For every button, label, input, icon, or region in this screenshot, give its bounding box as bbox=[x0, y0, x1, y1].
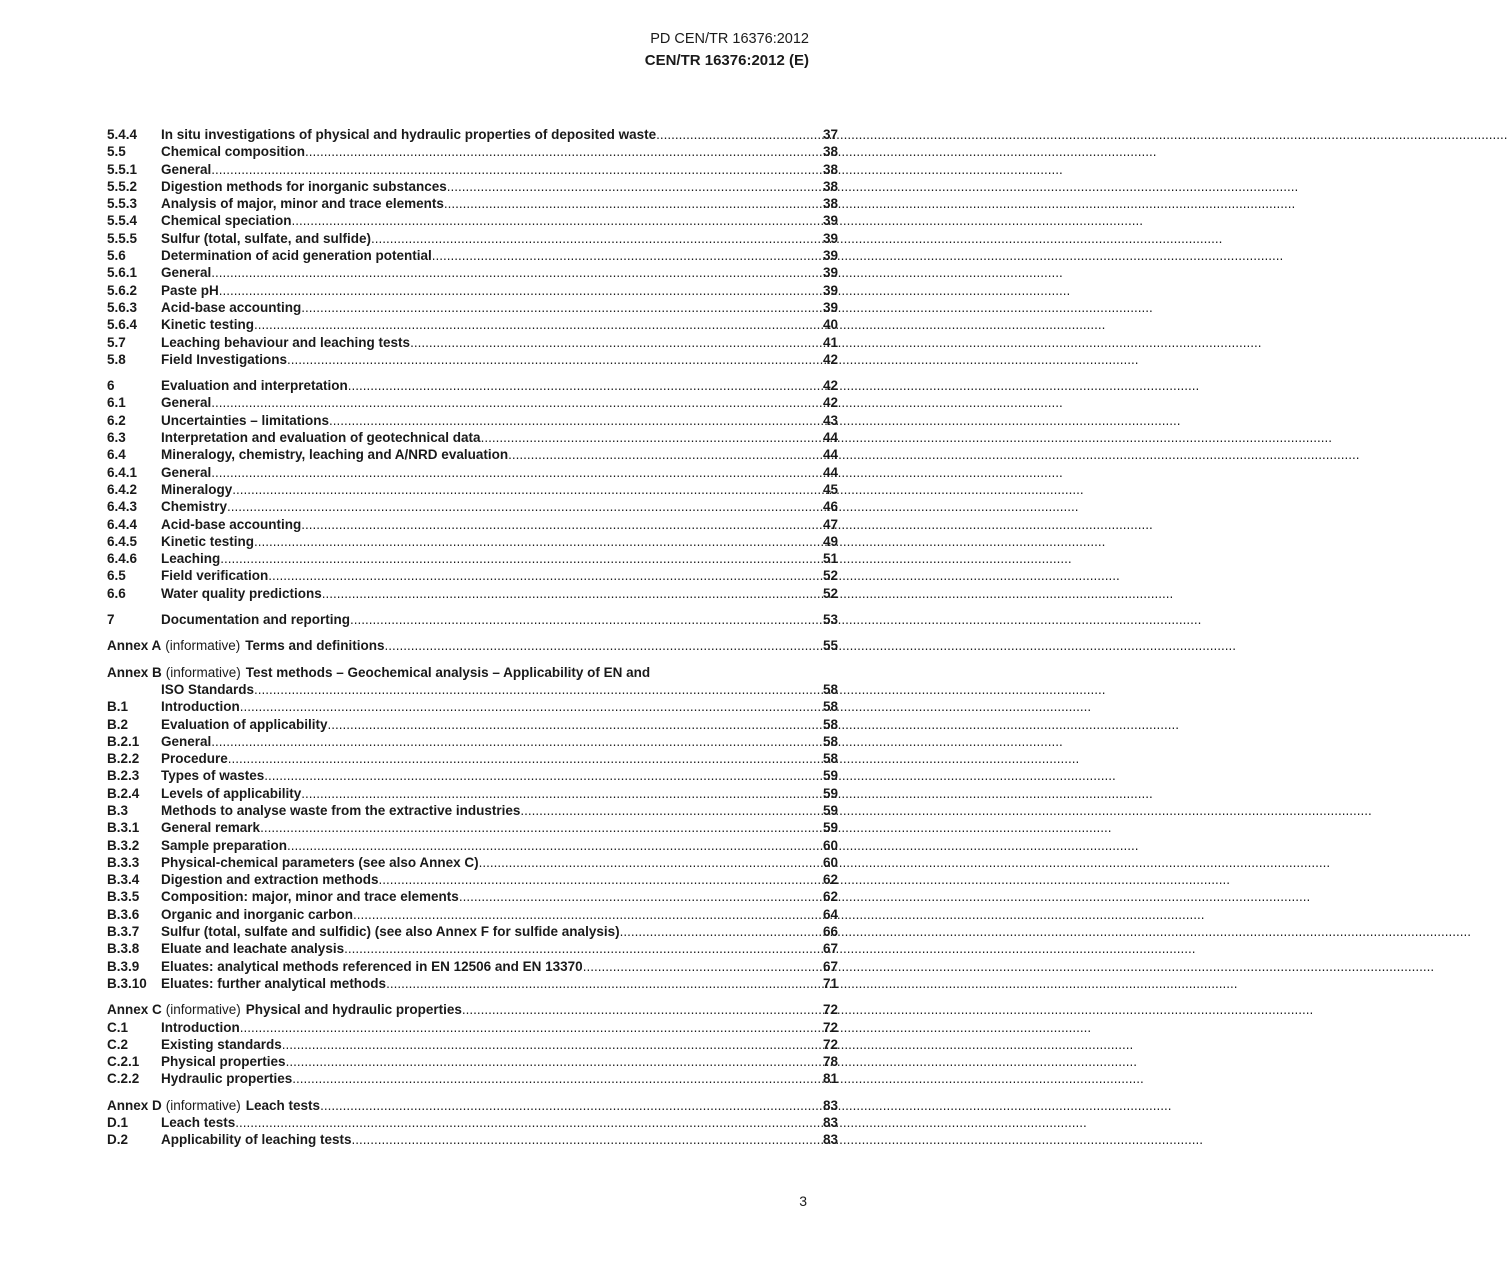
toc-leader-dots bbox=[462, 1001, 822, 1018]
toc-entry-title: Acid-base accounting bbox=[161, 516, 302, 532]
toc-entry-page: 38 bbox=[822, 161, 838, 177]
toc-entry-page: 43 bbox=[822, 412, 838, 428]
toc-entry-title: Interpretation and evaluation of geotechnical data bbox=[161, 430, 481, 446]
toc-entry[interactable] bbox=[107, 767, 838, 784]
toc-entry-title: Physical and hydraulic properties bbox=[245, 1002, 462, 1018]
toc-entry-page: 72 bbox=[822, 1019, 838, 1035]
toc-entry-title: Terms and definitions bbox=[245, 638, 385, 654]
toc-leader-dots bbox=[254, 533, 822, 550]
toc-leader-dots bbox=[254, 681, 822, 698]
toc-entry-title: Composition: major, minor and trace elements bbox=[161, 889, 459, 905]
toc-leader-dots bbox=[301, 785, 822, 802]
toc-entry-page: 51 bbox=[822, 551, 838, 567]
toc-entry-number: D.1 bbox=[107, 1115, 129, 1131]
toc-entry-page: 40 bbox=[822, 317, 838, 333]
toc-leader-dots bbox=[583, 958, 822, 975]
toc-entry-number: C.1 bbox=[107, 1019, 129, 1035]
toc-entry[interactable] bbox=[107, 178, 838, 195]
toc-leader-dots bbox=[292, 1070, 822, 1087]
toc-leader-dots bbox=[268, 567, 822, 584]
toc-leader-dots bbox=[219, 282, 822, 299]
toc-entry-page: 45 bbox=[822, 481, 838, 497]
toc-leader-dots bbox=[432, 247, 822, 264]
toc-annex-label: Annex A bbox=[107, 638, 162, 654]
toc-entry-number: 5.5.1 bbox=[107, 161, 138, 177]
toc-leader-dots bbox=[235, 1114, 822, 1131]
toc-leader-dots bbox=[322, 585, 822, 602]
toc-entry[interactable] bbox=[107, 195, 838, 212]
toc-entry-page: 38 bbox=[822, 196, 838, 212]
toc-entry-page: 67 bbox=[822, 958, 838, 974]
toc-entry-title: General bbox=[161, 395, 212, 411]
toc-entry-number: B.3 bbox=[107, 802, 129, 818]
toc-entry-title: General remark bbox=[161, 820, 261, 836]
toc-entry-page: 44 bbox=[822, 464, 838, 480]
toc-entry-number: 5.6.2 bbox=[107, 282, 138, 298]
toc-leader-dots bbox=[353, 906, 822, 923]
toc-entry[interactable] bbox=[107, 412, 838, 429]
toc-entry-title: Physical properties bbox=[161, 1054, 286, 1070]
toc-entry[interactable] bbox=[107, 264, 838, 281]
toc-entry-title: Methods to analyse waste from the extractive industries bbox=[161, 802, 521, 818]
toc-entry-title: Chemical composition bbox=[161, 144, 306, 160]
toc-entry-page: 38 bbox=[822, 178, 838, 194]
toc-entry-page: 72 bbox=[822, 1002, 838, 1018]
toc-entry-page: 44 bbox=[822, 447, 838, 463]
toc-entry-page: 58 bbox=[822, 751, 838, 767]
toc-entry[interactable] bbox=[107, 550, 838, 567]
toc-leader-dots bbox=[287, 837, 822, 854]
toc-entry-number: 5.6.3 bbox=[107, 299, 138, 315]
toc-leader-dots bbox=[254, 316, 822, 333]
toc-entry-page: 39 bbox=[822, 230, 838, 246]
toc-entry-title: Evaluation of applicability bbox=[161, 716, 328, 732]
toc-entry-page: 72 bbox=[822, 1036, 838, 1052]
toc-leader-dots bbox=[410, 334, 822, 351]
toc-entry[interactable] bbox=[107, 585, 838, 602]
toc-entry-page: 39 bbox=[822, 248, 838, 264]
toc-entry-title: In situ investigations of physical and hydraulic properties of deposited waste bbox=[161, 127, 657, 142]
toc-entry-title: Digestion methods for inorganic substances bbox=[161, 178, 447, 194]
toc-leader-dots bbox=[301, 299, 822, 316]
toc-leader-dots bbox=[240, 698, 822, 715]
toc-entry-page: 49 bbox=[822, 533, 838, 549]
toc-entry-page: 62 bbox=[822, 889, 838, 905]
toc-entry-page: 42 bbox=[822, 378, 838, 394]
toc-entry-page: 58 bbox=[822, 733, 838, 749]
toc-entry[interactable] bbox=[107, 464, 838, 481]
toc-entry[interactable] bbox=[107, 1097, 838, 1114]
toc-entry[interactable] bbox=[107, 888, 838, 905]
toc-entry-page: 38 bbox=[822, 144, 838, 160]
toc-entry-title: Sulfur (total, sulfate, and sulfide) bbox=[161, 230, 372, 246]
toc-entry-number: 5.6 bbox=[107, 248, 126, 264]
toc-entry[interactable] bbox=[107, 351, 838, 368]
toc-entry-number: B.3.3 bbox=[107, 854, 140, 870]
toc-entry-number: 5.6.4 bbox=[107, 317, 138, 333]
toc-leader-dots bbox=[508, 446, 822, 463]
toc-entry-page: 64 bbox=[822, 906, 838, 922]
document-id-edition: CEN/TR 16376:2012 (E) bbox=[644, 52, 809, 69]
toc-entry-title: General bbox=[161, 733, 212, 749]
toc-leader-dots bbox=[264, 767, 822, 784]
toc-leader-dots bbox=[305, 143, 822, 160]
toc-entry-page: 58 bbox=[822, 699, 838, 715]
toc-entry-title: Eluate and leachate analysis bbox=[161, 941, 345, 957]
toc-entry-page: 71 bbox=[822, 975, 838, 991]
toc-leader-dots bbox=[444, 195, 822, 212]
toc-entry-title: Determination of acid generation potential bbox=[161, 248, 432, 264]
toc-entry[interactable] bbox=[107, 498, 838, 515]
toc-entry[interactable] bbox=[107, 446, 838, 463]
toc-leader-dots bbox=[348, 377, 822, 394]
toc-entry[interactable] bbox=[107, 1070, 838, 1087]
toc-entry[interactable] bbox=[107, 923, 838, 940]
toc-entry-page: 59 bbox=[822, 820, 838, 836]
toc-entry-number: C.2.2 bbox=[107, 1071, 140, 1087]
toc-entry-title: General bbox=[161, 265, 212, 281]
toc-entry[interactable] bbox=[107, 854, 838, 871]
toc-leader-dots bbox=[344, 940, 822, 957]
toc-leader-dots bbox=[211, 264, 822, 281]
toc-entry-page: 62 bbox=[822, 872, 838, 888]
toc-entry-number: 5.4.4 bbox=[107, 127, 138, 142]
toc-entry-page: 46 bbox=[822, 499, 838, 515]
toc-annex-label: Annex D bbox=[107, 1097, 162, 1113]
toc-entry-number: 5.5.2 bbox=[107, 178, 138, 194]
toc-entry-title: Sulfur (total, sulfate and sulfidic) (see also Annex F for sulfide analysis) bbox=[161, 924, 620, 940]
toc-leader-dots bbox=[232, 481, 822, 498]
toc-entry[interactable] bbox=[107, 230, 838, 247]
toc-entry-page: 42 bbox=[822, 395, 838, 411]
toc-entry[interactable] bbox=[107, 837, 838, 854]
toc-entry-title: General bbox=[161, 464, 212, 480]
toc-leader-dots bbox=[211, 161, 822, 178]
toc-entry[interactable] bbox=[107, 377, 838, 394]
toc-entry-number: B.2.1 bbox=[107, 733, 140, 749]
toc-entry-title: Levels of applicability bbox=[161, 785, 302, 801]
toc-leader-dots bbox=[459, 888, 822, 905]
toc-entry-page: 44 bbox=[822, 430, 838, 446]
toc-entry-number: 6.4.2 bbox=[107, 481, 138, 497]
toc-entry-title: Applicability of leaching tests bbox=[161, 1132, 352, 1148]
toc-entry-page: 59 bbox=[822, 802, 838, 818]
toc-entry-title: Field verification bbox=[161, 568, 269, 584]
toc-entry-title: Paste pH bbox=[161, 282, 219, 298]
toc-entry-number: 6.4 bbox=[107, 447, 126, 463]
toc-entry-number: 6 bbox=[107, 378, 115, 394]
toc-entry-title: Field Investigations bbox=[161, 351, 288, 367]
toc-entry-page: 52 bbox=[822, 585, 838, 601]
toc-leader-dots bbox=[620, 923, 822, 940]
toc-entry-title-cont: ISO Standards bbox=[161, 681, 255, 697]
toc-leader-dots bbox=[211, 394, 822, 411]
toc-entry[interactable] bbox=[107, 1114, 838, 1131]
toc-leader-dots bbox=[386, 975, 822, 992]
toc-entry-title: Test methods – Geochemical analysis – Applicability of EN and bbox=[245, 664, 651, 680]
toc-entry-page: 39 bbox=[822, 265, 838, 281]
toc-entry-title: Eluates: analytical methods referenced in EN 12506 and EN 13370 bbox=[161, 958, 583, 974]
toc-entry-title: Types of wastes bbox=[161, 768, 265, 784]
toc-entry-number: 6.3 bbox=[107, 430, 126, 446]
toc-entry-number: 5.5 bbox=[107, 144, 126, 160]
toc-entry-page: 83 bbox=[822, 1132, 838, 1148]
toc-entry-number: B.3.1 bbox=[107, 820, 140, 836]
toc-entry-continuation[interactable] bbox=[107, 681, 838, 698]
toc-entry-title: Uncertainties – limitations bbox=[161, 412, 330, 428]
toc-entry[interactable] bbox=[107, 698, 838, 715]
toc-entry[interactable] bbox=[107, 533, 838, 550]
toc-entry-number: 6.1 bbox=[107, 395, 126, 411]
toc-leader-dots bbox=[329, 412, 822, 429]
toc-entry[interactable] bbox=[107, 785, 838, 802]
toc-entry[interactable] bbox=[107, 143, 838, 160]
toc-entry-title: Hydraulic properties bbox=[161, 1071, 293, 1087]
toc-entry-title: Introduction bbox=[161, 699, 240, 715]
toc-entry[interactable] bbox=[107, 802, 838, 819]
toc-entry-number: B.3.4 bbox=[107, 872, 140, 888]
toc-annex-label: Annex B bbox=[107, 664, 162, 680]
toc-entry[interactable] bbox=[107, 126, 838, 143]
toc-entry[interactable] bbox=[107, 161, 838, 178]
toc-entry-number: B.3.8 bbox=[107, 941, 140, 957]
toc-entry[interactable] bbox=[107, 212, 838, 229]
toc-entry-number: B.3.9 bbox=[107, 958, 140, 974]
toc-entry[interactable] bbox=[107, 481, 838, 498]
toc-entry-title: Eluates: further analytical methods bbox=[161, 975, 387, 991]
toc-entry-page: 37 bbox=[822, 127, 838, 142]
toc-entry-title: Existing standards bbox=[161, 1036, 282, 1052]
toc-entry-page: 59 bbox=[822, 768, 838, 784]
toc-entry-title: Kinetic testing bbox=[161, 317, 255, 333]
toc-entry-page: 67 bbox=[822, 941, 838, 957]
toc-entry[interactable] bbox=[107, 819, 838, 836]
toc-entry-title: Physical-chemical parameters (see also Annex C) bbox=[161, 854, 479, 870]
toc-leader-dots bbox=[292, 212, 822, 229]
toc-entry[interactable] bbox=[107, 871, 838, 888]
toc-entry-page: 39 bbox=[822, 299, 838, 315]
toc-leader-dots bbox=[385, 637, 822, 654]
toc-entry-number: C.2.1 bbox=[107, 1054, 140, 1070]
toc-entry-number: 6.4.6 bbox=[107, 551, 138, 567]
toc-entry-page: 58 bbox=[822, 681, 838, 697]
toc-entry-title: General bbox=[161, 161, 212, 177]
toc-entry-page: 58 bbox=[822, 716, 838, 732]
toc-entry-page: 60 bbox=[822, 837, 838, 853]
toc-leader-dots bbox=[481, 429, 822, 446]
toc-leader-dots bbox=[286, 1053, 822, 1070]
toc-leader-dots bbox=[656, 126, 822, 143]
toc-entry-page: 60 bbox=[822, 854, 838, 870]
toc-entry[interactable] bbox=[107, 516, 838, 533]
toc-leader-dots bbox=[520, 802, 822, 819]
toc-entry-title: Evaluation and interpretation bbox=[161, 378, 348, 394]
toc-entry-title: Chemistry bbox=[161, 499, 228, 515]
toc-leader-dots bbox=[320, 1097, 822, 1114]
toc-entry[interactable] bbox=[107, 1053, 838, 1070]
toc-entry-number: 6.4.1 bbox=[107, 464, 138, 480]
toc-entry-title: Leach tests bbox=[161, 1115, 236, 1131]
toc-entry-number: 6.4.4 bbox=[107, 516, 138, 532]
toc-entry-title: Analysis of major, minor and trace elements bbox=[161, 196, 444, 212]
toc-entry-number: 6.2 bbox=[107, 412, 126, 428]
toc-entry-title: Kinetic testing bbox=[161, 533, 255, 549]
toc-entry-page: 39 bbox=[822, 213, 838, 229]
toc-entry-number: B.2.4 bbox=[107, 785, 140, 801]
toc-entry-page: 78 bbox=[822, 1054, 838, 1070]
toc-annex-kind: (informative) bbox=[165, 664, 241, 680]
toc-leader-dots bbox=[220, 550, 822, 567]
toc-entry[interactable] bbox=[107, 316, 838, 333]
toc-entry-title: Sample preparation bbox=[161, 837, 288, 853]
toc-leader-dots bbox=[211, 464, 822, 481]
toc-entry[interactable] bbox=[107, 637, 838, 654]
toc-entry-number: B.3.2 bbox=[107, 837, 140, 853]
toc-entry[interactable] bbox=[107, 1001, 838, 1018]
toc-leader-dots bbox=[211, 733, 822, 750]
toc-leader-dots bbox=[350, 611, 822, 628]
toc-annex-kind: (informative) bbox=[165, 638, 241, 654]
toc-entry[interactable] bbox=[107, 940, 838, 957]
toc-entry-title: Documentation and reporting bbox=[161, 612, 350, 628]
toc-entry[interactable] bbox=[107, 664, 838, 681]
toc-leader-dots bbox=[287, 351, 822, 368]
toc-entry-number: 5.8 bbox=[107, 351, 126, 367]
toc-entry[interactable] bbox=[107, 1036, 838, 1053]
toc-leader-dots bbox=[301, 516, 822, 533]
toc-entry-number: 6.4.3 bbox=[107, 499, 138, 515]
toc-leader-dots bbox=[228, 750, 822, 767]
toc-entry-page: 47 bbox=[822, 516, 838, 532]
toc-entry[interactable] bbox=[107, 750, 838, 767]
toc-entry-number: B.2.3 bbox=[107, 768, 140, 784]
toc-leader-dots bbox=[227, 498, 822, 515]
toc-entry[interactable] bbox=[107, 975, 838, 992]
toc-entry-number: 7 bbox=[107, 612, 115, 628]
toc-leader-dots bbox=[479, 854, 822, 871]
toc-entry-title: Digestion and extraction methods bbox=[161, 872, 379, 888]
toc-entry-number: B.2.2 bbox=[107, 751, 140, 767]
toc-entry-number: 5.5.5 bbox=[107, 230, 138, 246]
toc-entry-title: Organic and inorganic carbon bbox=[161, 906, 354, 922]
toc-entry-number: 5.5.3 bbox=[107, 196, 138, 212]
page-number: 3 bbox=[799, 1193, 807, 1209]
toc-entry-page: 39 bbox=[822, 282, 838, 298]
toc-entry-number: B.3.10 bbox=[107, 975, 147, 991]
toc-entry[interactable] bbox=[107, 958, 838, 975]
toc-entry[interactable] bbox=[107, 716, 838, 733]
toc-entry-page: 81 bbox=[822, 1071, 838, 1087]
toc-entry-number: 6.5 bbox=[107, 568, 126, 584]
toc-entry[interactable] bbox=[107, 299, 838, 316]
toc-entry[interactable] bbox=[107, 247, 838, 264]
toc-entry-number: 5.7 bbox=[107, 334, 126, 350]
toc-entry-page: 42 bbox=[822, 351, 838, 367]
toc-entry-title: Mineralogy, chemistry, leaching and A/NRD evaluation bbox=[161, 447, 509, 463]
toc-leader-dots bbox=[371, 230, 822, 247]
toc-entry-number: B.3.6 bbox=[107, 906, 140, 922]
toc-entry[interactable] bbox=[107, 906, 838, 923]
toc-entry-title: Mineralogy bbox=[161, 481, 233, 497]
toc-entry[interactable] bbox=[107, 334, 838, 351]
toc-entry-number: D.2 bbox=[107, 1132, 129, 1148]
toc-leader-dots bbox=[379, 871, 822, 888]
toc-entry-number: 5.5.4 bbox=[107, 213, 138, 229]
toc-entry-page: 66 bbox=[822, 924, 838, 940]
toc-entry[interactable] bbox=[107, 429, 838, 446]
toc-entry-number: B.2 bbox=[107, 716, 129, 732]
toc-entry-title: Water quality predictions bbox=[161, 585, 322, 601]
toc-leader-dots bbox=[352, 1131, 822, 1148]
toc-entry[interactable] bbox=[107, 1131, 838, 1148]
toc-entry-title: Introduction bbox=[161, 1019, 240, 1035]
toc-entry-number: 6.4.5 bbox=[107, 533, 138, 549]
toc-entry-title: Leach tests bbox=[245, 1097, 321, 1113]
toc-annex-kind: (informative) bbox=[165, 1097, 241, 1113]
toc-entry-page: 83 bbox=[822, 1097, 838, 1113]
toc-entry[interactable] bbox=[107, 282, 838, 299]
toc-entry[interactable] bbox=[107, 733, 838, 750]
document-id: PD CEN/TR 16376:2012 bbox=[650, 31, 809, 47]
toc-entry-number: 5.6.1 bbox=[107, 265, 138, 281]
toc-entry-page: 83 bbox=[822, 1115, 838, 1131]
toc-entry-page: 52 bbox=[822, 568, 838, 584]
toc-entry-number: 6.6 bbox=[107, 585, 126, 601]
toc-leader-dots bbox=[260, 819, 822, 836]
toc-entry-page: 55 bbox=[822, 638, 838, 654]
toc-annex-kind: (informative) bbox=[165, 1002, 241, 1018]
toc-entry-number: B.3.5 bbox=[107, 889, 140, 905]
toc-entry-number: B.3.7 bbox=[107, 924, 140, 940]
toc-entry-title: Chemical speciation bbox=[161, 213, 292, 229]
toc-entry-page: 41 bbox=[822, 334, 838, 350]
toc-leader-dots bbox=[328, 716, 822, 733]
toc-entry-title: Procedure bbox=[161, 751, 228, 767]
toc-entry-number: B.1 bbox=[107, 699, 129, 715]
toc-entry-page: 53 bbox=[822, 612, 838, 628]
toc-entry[interactable] bbox=[107, 1019, 838, 1036]
table-of-contents bbox=[107, 126, 838, 1149]
toc-annex-label: Annex C bbox=[107, 1002, 162, 1018]
toc-entry-page: 59 bbox=[822, 785, 838, 801]
toc-leader-dots bbox=[447, 178, 822, 195]
toc-leader-dots bbox=[282, 1036, 822, 1053]
toc-entry[interactable] bbox=[107, 567, 838, 584]
toc-entry-number: C.2 bbox=[107, 1036, 129, 1052]
toc-entry-title: Acid-base accounting bbox=[161, 299, 302, 315]
toc-entry[interactable] bbox=[107, 611, 838, 628]
toc-entry-title: Leaching behaviour and leaching tests bbox=[161, 334, 411, 350]
toc-leader-dots bbox=[240, 1019, 822, 1036]
toc-entry-title: Leaching bbox=[161, 551, 221, 567]
toc-entry[interactable] bbox=[107, 394, 838, 411]
